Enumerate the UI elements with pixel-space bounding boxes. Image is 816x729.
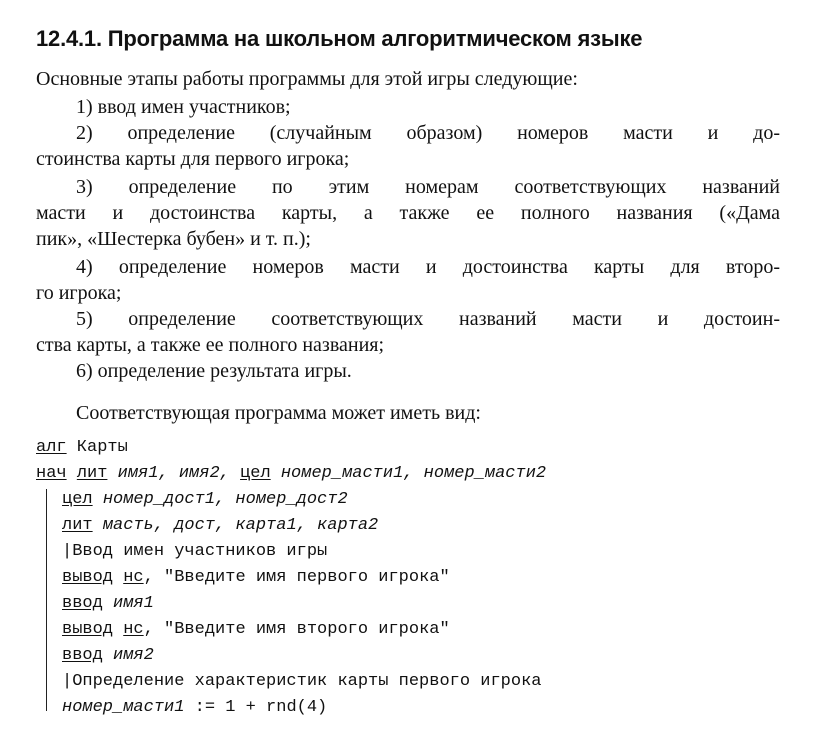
code-line-alg (36, 438, 128, 458)
keyword-lit: лит (62, 516, 93, 535)
code-line-output-2 (62, 620, 450, 640)
keyword-ns: нс (123, 620, 144, 639)
step-3-line-1: 3) определение по этим номерам соответствующих названий (76, 176, 780, 198)
keyword-nach: нач (36, 464, 67, 483)
code-line-nach (36, 464, 546, 484)
keyword-vvod: ввод (62, 594, 103, 613)
step-4-line-1: 4) определение номеров масти и достоинства карты для второ- (76, 256, 780, 278)
step-2-line-1: 2) определение (случайным образом) номеров масти и до- (76, 122, 780, 144)
step-3-line-2: масти и достоинства карты, а также ее полного названия («Дама (36, 202, 780, 224)
step-1: 1) ввод имен участников; (76, 96, 291, 118)
step-5-line-1: 5) определение соответствующих названий масти и достоин- (76, 308, 780, 330)
code-block-bar (46, 489, 47, 711)
algorithm-name: Карты (66, 438, 128, 457)
keyword-ns: нс (123, 568, 144, 587)
param-suits: номер_масти1, номер_масти2 (280, 464, 547, 483)
step-4-line-2: го игрока; (36, 282, 122, 304)
step-5-line-2: ства карты, а также ее полного названия; (36, 334, 385, 356)
step-3-line-3: пик», «Шестерка бубен» и т. п.); (36, 228, 311, 250)
step-6: 6) определение результата игры. (76, 360, 352, 382)
var-suit1: номер_масти1 (62, 698, 185, 717)
program-intro: Соответствующая программа может иметь вид: (76, 402, 481, 424)
keyword-lit: лит (76, 464, 108, 483)
keyword-alg: алг (36, 438, 67, 457)
code-line-assign (62, 698, 327, 718)
code-comment-input: |Ввод имен участников игры (62, 542, 328, 561)
step-2-line-2: стоинства карты для первого игрока; (36, 148, 350, 170)
code-line-cel (62, 490, 348, 510)
intro-paragraph: Основные этапы работы программы для этой игры следующие: (36, 68, 578, 90)
var-name2: имя2 (113, 646, 154, 665)
param-names: имя1, имя2, (117, 464, 241, 483)
keyword-cel: цел (240, 464, 271, 483)
prompt-string-1: , "Введите имя первого игрока" (143, 568, 450, 587)
code-line-lit (62, 516, 378, 536)
var-dost: номер_дост1, номер_дост2 (102, 490, 348, 509)
code-line-output-1 (62, 568, 450, 588)
code-line-input-1 (62, 594, 154, 614)
keyword-cel: цел (62, 490, 93, 509)
assign-expression: := 1 + rnd(4) (184, 698, 328, 717)
section-title: 12.4.1. Программа на школьном алгоритмическом языке (36, 26, 643, 51)
var-cards: масть, дост, карта1, карта2 (102, 516, 379, 535)
var-name1: имя1 (113, 594, 154, 613)
keyword-vyvod: вывод (62, 620, 114, 639)
keyword-vyvod: вывод (62, 568, 114, 587)
code-line-input-2 (62, 646, 154, 666)
keyword-vvod: ввод (62, 646, 103, 665)
code-comment-card: |Определение характеристик карты первого игрока (62, 672, 542, 691)
prompt-string-2: , "Введите имя второго игрока" (143, 620, 450, 639)
